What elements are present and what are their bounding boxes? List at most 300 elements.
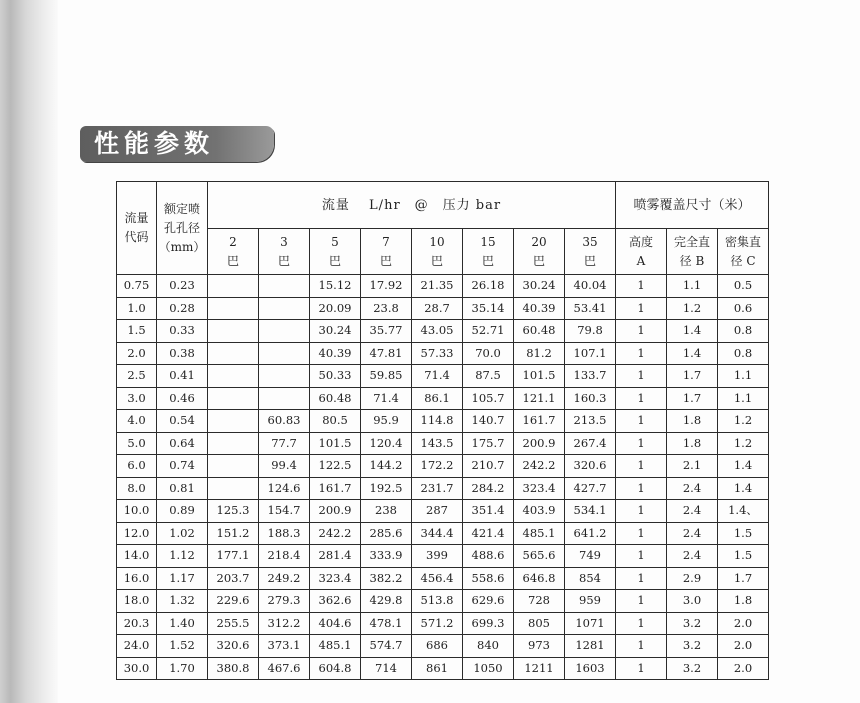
- table-cell: 1603: [565, 657, 616, 680]
- table-cell: 3.0: [667, 590, 718, 613]
- table-cell: 2.1: [667, 455, 718, 478]
- table-cell: 0.28: [157, 297, 208, 320]
- table-cell: [208, 410, 259, 433]
- table-row: [117, 477, 769, 500]
- table-cell: 1050: [463, 657, 514, 680]
- table-cell: 571.2: [412, 612, 463, 635]
- table-cell: 60.48: [310, 387, 361, 410]
- coverage-header-line: 高度: [628, 234, 653, 249]
- table-cell: 1281: [565, 635, 616, 658]
- table-cell: 1.4: [667, 342, 718, 365]
- table-cell: 28.7: [412, 297, 463, 320]
- table-cell: 30.24: [310, 320, 361, 343]
- table-cell: 172.2: [412, 455, 463, 478]
- table-row: [117, 657, 769, 680]
- table-cell: 1.52: [157, 635, 208, 658]
- table-cell: 1.5: [718, 545, 769, 568]
- table-cell: [208, 342, 259, 365]
- table-cell: 2.9: [667, 567, 718, 590]
- pressure-unit: 巴: [481, 253, 494, 268]
- table-cell: 200.9: [310, 500, 361, 523]
- table-cell: 160.3: [565, 387, 616, 410]
- table-row: [117, 612, 769, 635]
- table-row: [117, 275, 769, 298]
- table-cell: 0.8: [718, 342, 769, 365]
- table-cell: 1: [616, 612, 667, 635]
- orifice-header-line2: 孔孔径: [163, 220, 200, 235]
- table-cell: 467.6: [259, 657, 310, 680]
- table-cell: 71.4: [361, 387, 412, 410]
- table-body: [117, 275, 769, 680]
- table-cell: 0.81: [157, 477, 208, 500]
- table-row: [117, 455, 769, 478]
- table-cell: 2.4: [667, 477, 718, 500]
- table-cell: 15.12: [310, 275, 361, 298]
- table-cell: 35.14: [463, 297, 514, 320]
- table-cell: 478.1: [361, 612, 412, 635]
- pressure-value: 3: [280, 234, 288, 249]
- pressure-header-6: [514, 229, 565, 275]
- coverage-header-2: [718, 229, 769, 275]
- table-cell: 77.7: [259, 432, 310, 455]
- table-cell: 699.3: [463, 612, 514, 635]
- table-cell: 154.7: [259, 500, 310, 523]
- table-cell: 513.8: [412, 590, 463, 613]
- table-row: [117, 545, 769, 568]
- orifice-header: [157, 182, 208, 275]
- table-cell: 2.5: [117, 365, 157, 388]
- table-cell: 2.4: [667, 545, 718, 568]
- coverage-header-1: [667, 229, 718, 275]
- table-cell: 382.2: [361, 567, 412, 590]
- pressure-unit: 巴: [328, 253, 341, 268]
- coverage-header-line: A: [636, 253, 646, 268]
- table-cell: 3.2: [667, 635, 718, 658]
- table-cell: 421.4: [463, 522, 514, 545]
- table-row: [117, 635, 769, 658]
- table-cell: 133.7: [565, 365, 616, 388]
- table-cell: 151.2: [208, 522, 259, 545]
- table-cell: [259, 297, 310, 320]
- table-cell: 4.0: [117, 410, 157, 433]
- table-cell: 1: [616, 500, 667, 523]
- table-cell: 105.7: [463, 387, 514, 410]
- table-cell: 1.4、: [718, 500, 769, 523]
- table-row: [117, 590, 769, 613]
- pressure-header-5: [463, 229, 514, 275]
- table-row: [117, 365, 769, 388]
- table-cell: 255.5: [208, 612, 259, 635]
- table-cell: 14.0: [117, 545, 157, 568]
- table-cell: 1.40: [157, 612, 208, 635]
- flow-code-header-line1: 流量: [124, 211, 149, 225]
- table-cell: 728: [514, 590, 565, 613]
- table-cell: 1: [616, 455, 667, 478]
- table-cell: 122.5: [310, 455, 361, 478]
- table-cell: 87.5: [463, 365, 514, 388]
- table-cell: 351.4: [463, 500, 514, 523]
- table-cell: 1.7: [718, 567, 769, 590]
- table-cell: 1: [616, 522, 667, 545]
- table-cell: 403.9: [514, 500, 565, 523]
- table-cell: 192.5: [361, 477, 412, 500]
- table-cell: 70.0: [463, 342, 514, 365]
- section-title-banner: [80, 126, 274, 162]
- table-cell: 121.1: [514, 387, 565, 410]
- table-cell: 488.6: [463, 545, 514, 568]
- table-cell: 1.1: [718, 387, 769, 410]
- table-cell: 1: [616, 432, 667, 455]
- table-cell: 43.05: [412, 320, 463, 343]
- table-cell: 1.2: [718, 432, 769, 455]
- table-cell: 1: [616, 387, 667, 410]
- table-cell: 267.4: [565, 432, 616, 455]
- table-cell: 641.2: [565, 522, 616, 545]
- pressure-value: 2: [229, 234, 237, 249]
- table-cell: 1: [616, 477, 667, 500]
- table-cell: 20.3: [117, 612, 157, 635]
- table-cell: 565.6: [514, 545, 565, 568]
- pressure-value: 5: [331, 234, 339, 249]
- table-row: [117, 567, 769, 590]
- table-cell: 0.6: [718, 297, 769, 320]
- table-cell: 323.4: [514, 477, 565, 500]
- pressure-unit: 巴: [583, 253, 596, 268]
- performance-table: [116, 181, 769, 680]
- table-cell: 5.0: [117, 432, 157, 455]
- table-cell: 218.4: [259, 545, 310, 568]
- table-cell: 0.74: [157, 455, 208, 478]
- table-cell: 1: [616, 320, 667, 343]
- table-cell: 203.7: [208, 567, 259, 590]
- table-cell: 1.5: [117, 320, 157, 343]
- table-cell: 8.0: [117, 477, 157, 500]
- table-cell: [208, 455, 259, 478]
- table-cell: 1: [616, 297, 667, 320]
- coverage-header-line: 径 C: [730, 253, 756, 268]
- pressure-header-4: [412, 229, 463, 275]
- table-cell: 3.2: [667, 612, 718, 635]
- table-cell: [208, 365, 259, 388]
- coverage-header-line: 密集直: [724, 234, 761, 249]
- table-cell: 1.32: [157, 590, 208, 613]
- flow-code-header: [117, 182, 157, 275]
- table-row: [117, 500, 769, 523]
- table-cell: 0.75: [117, 275, 157, 298]
- table-cell: 1.4: [718, 455, 769, 478]
- table-cell: 229.6: [208, 590, 259, 613]
- table-cell: 60.83: [259, 410, 310, 433]
- table-cell: 861: [412, 657, 463, 680]
- table-cell: 40.04: [565, 275, 616, 298]
- table-cell: 1.4: [667, 320, 718, 343]
- table-cell: 1.7: [667, 387, 718, 410]
- table-cell: 380.8: [208, 657, 259, 680]
- table-cell: 1: [616, 657, 667, 680]
- pressure-header-1: [259, 229, 310, 275]
- table-cell: 26.18: [463, 275, 514, 298]
- pressure-header-2: [310, 229, 361, 275]
- table-cell: 242.2: [514, 455, 565, 478]
- table-cell: 279.3: [259, 590, 310, 613]
- table-cell: 1.2: [718, 410, 769, 433]
- table-cell: 281.4: [310, 545, 361, 568]
- table-row: [117, 387, 769, 410]
- table-cell: 12.0: [117, 522, 157, 545]
- table-cell: 231.7: [412, 477, 463, 500]
- table-cell: 344.4: [412, 522, 463, 545]
- table-cell: 1: [616, 365, 667, 388]
- table-row: [117, 432, 769, 455]
- table-row: [117, 410, 769, 433]
- table-cell: 10.0: [117, 500, 157, 523]
- pressure-value: 7: [382, 234, 390, 249]
- table-cell: 1.7: [667, 365, 718, 388]
- section-title: 性能参数: [94, 129, 215, 158]
- table-cell: 574.7: [361, 635, 412, 658]
- table-cell: 362.6: [310, 590, 361, 613]
- table-cell: 534.1: [565, 500, 616, 523]
- table-cell: 0.38: [157, 342, 208, 365]
- table-cell: 558.6: [463, 567, 514, 590]
- table-cell: 101.5: [310, 432, 361, 455]
- table-cell: 399: [412, 545, 463, 568]
- table-cell: 210.7: [463, 455, 514, 478]
- table-cell: 1: [616, 410, 667, 433]
- table-cell: 140.7: [463, 410, 514, 433]
- table-cell: [208, 477, 259, 500]
- table-cell: 95.9: [361, 410, 412, 433]
- pressure-unit: 巴: [430, 253, 443, 268]
- coverage-header-line: 完全直: [673, 234, 710, 249]
- table-cell: [208, 387, 259, 410]
- coverage-group-header: 喷雾覆盖尺寸（米）: [616, 182, 769, 229]
- table-cell: 284.2: [463, 477, 514, 500]
- table-cell: 124.6: [259, 477, 310, 500]
- table-cell: 99.4: [259, 455, 310, 478]
- pressure-unit: 巴: [379, 253, 392, 268]
- pressure-value: 15: [480, 234, 496, 249]
- table-cell: 6.0: [117, 455, 157, 478]
- table-cell: 3.2: [667, 657, 718, 680]
- table-cell: 35.77: [361, 320, 412, 343]
- table-cell: 629.6: [463, 590, 514, 613]
- table-cell: 125.3: [208, 500, 259, 523]
- table-cell: 161.7: [310, 477, 361, 500]
- table-cell: 604.8: [310, 657, 361, 680]
- table-cell: 1: [616, 275, 667, 298]
- table-cell: 3.0: [117, 387, 157, 410]
- table-cell: 60.48: [514, 320, 565, 343]
- table-cell: [208, 275, 259, 298]
- table-cell: [259, 387, 310, 410]
- table-cell: 17.92: [361, 275, 412, 298]
- table-cell: 120.4: [361, 432, 412, 455]
- table-cell: 47.81: [361, 342, 412, 365]
- pressure-unit: 巴: [277, 253, 290, 268]
- table-cell: 80.5: [310, 410, 361, 433]
- table-cell: 840: [463, 635, 514, 658]
- table-row: [117, 320, 769, 343]
- table-cell: 18.0: [117, 590, 157, 613]
- sub-header-row: [117, 229, 769, 275]
- table-cell: 0.54: [157, 410, 208, 433]
- table-cell: 714: [361, 657, 412, 680]
- table-cell: 1: [616, 567, 667, 590]
- coverage-header-0: [616, 229, 667, 275]
- table-cell: 1211: [514, 657, 565, 680]
- table-cell: 1.8: [667, 432, 718, 455]
- table-cell: 177.1: [208, 545, 259, 568]
- table-cell: 749: [565, 545, 616, 568]
- table-cell: 646.8: [514, 567, 565, 590]
- table-cell: 2.0: [718, 657, 769, 680]
- table-cell: 2.0: [718, 612, 769, 635]
- table-cell: 854: [565, 567, 616, 590]
- table-cell: 1.1: [667, 275, 718, 298]
- table-cell: 1.0: [117, 297, 157, 320]
- table-cell: 404.6: [310, 612, 361, 635]
- flow-group-header: 流量 L/hr @ 压力 bar: [208, 182, 616, 229]
- table-cell: 456.4: [412, 567, 463, 590]
- table-cell: 312.2: [259, 612, 310, 635]
- table-cell: 1.17: [157, 567, 208, 590]
- table-cell: 0.8: [718, 320, 769, 343]
- table-cell: 1: [616, 342, 667, 365]
- table-cell: 40.39: [310, 342, 361, 365]
- table-cell: 238: [361, 500, 412, 523]
- table-cell: 323.4: [310, 567, 361, 590]
- table-cell: 50.33: [310, 365, 361, 388]
- table-cell: 101.5: [514, 365, 565, 388]
- table-cell: 0.41: [157, 365, 208, 388]
- table-cell: 1.8: [667, 410, 718, 433]
- table-cell: 81.2: [514, 342, 565, 365]
- table-cell: 40.39: [514, 297, 565, 320]
- table-cell: 0.23: [157, 275, 208, 298]
- table-cell: 143.5: [412, 432, 463, 455]
- table-cell: 1.4: [718, 477, 769, 500]
- table-cell: 320.6: [565, 455, 616, 478]
- orifice-header-line3: （mm）: [158, 239, 206, 254]
- pressure-value: 20: [531, 234, 547, 249]
- pressure-value: 35: [582, 234, 598, 249]
- table-cell: 21.35: [412, 275, 463, 298]
- table-cell: 0.64: [157, 432, 208, 455]
- table-cell: 1.2: [667, 297, 718, 320]
- table-cell: 24.0: [117, 635, 157, 658]
- table-cell: 30.0: [117, 657, 157, 680]
- table-cell: [259, 342, 310, 365]
- table-cell: [208, 297, 259, 320]
- table-cell: 0.5: [718, 275, 769, 298]
- table-cell: 1: [616, 635, 667, 658]
- table-cell: 57.33: [412, 342, 463, 365]
- table-cell: 1.70: [157, 657, 208, 680]
- table-cell: 959: [565, 590, 616, 613]
- table-row: [117, 342, 769, 365]
- pressure-header-3: [361, 229, 412, 275]
- table-cell: 16.0: [117, 567, 157, 590]
- table-cell: 175.7: [463, 432, 514, 455]
- table-cell: 973: [514, 635, 565, 658]
- table-cell: [208, 432, 259, 455]
- table-cell: 373.1: [259, 635, 310, 658]
- pressure-unit: 巴: [226, 253, 239, 268]
- table-cell: 161.7: [514, 410, 565, 433]
- table-cell: 59.85: [361, 365, 412, 388]
- coverage-header-line: 径 B: [679, 253, 705, 268]
- pressure-header-0: [208, 229, 259, 275]
- table-cell: 79.8: [565, 320, 616, 343]
- table-cell: [259, 275, 310, 298]
- table-cell: 2.0: [117, 342, 157, 365]
- table-cell: 686: [412, 635, 463, 658]
- table-row: [117, 522, 769, 545]
- pressure-header-7: [565, 229, 616, 275]
- table-cell: 285.6: [361, 522, 412, 545]
- table-cell: 200.9: [514, 432, 565, 455]
- table-cell: 0.46: [157, 387, 208, 410]
- table-cell: 1: [616, 545, 667, 568]
- table-row: [117, 297, 769, 320]
- table-cell: 1.02: [157, 522, 208, 545]
- table-cell: 0.33: [157, 320, 208, 343]
- table-cell: 114.8: [412, 410, 463, 433]
- table-cell: [208, 320, 259, 343]
- orifice-header-line1: 额定喷: [163, 201, 200, 216]
- table-cell: 71.4: [412, 365, 463, 388]
- table-cell: 1.8: [718, 590, 769, 613]
- table-cell: 23.8: [361, 297, 412, 320]
- table-cell: 53.41: [565, 297, 616, 320]
- table-cell: 485.1: [514, 522, 565, 545]
- table-cell: 429.8: [361, 590, 412, 613]
- table-cell: 144.2: [361, 455, 412, 478]
- table-cell: [259, 320, 310, 343]
- table-cell: 1.5: [718, 522, 769, 545]
- table-cell: [259, 365, 310, 388]
- table-cell: 320.6: [208, 635, 259, 658]
- table-cell: 20.09: [310, 297, 361, 320]
- table-cell: 52.71: [463, 320, 514, 343]
- table-cell: 2.4: [667, 522, 718, 545]
- table-cell: 805: [514, 612, 565, 635]
- table-cell: 0.89: [157, 500, 208, 523]
- table-cell: 1: [616, 590, 667, 613]
- table-cell: 427.7: [565, 477, 616, 500]
- table-cell: 2.4: [667, 500, 718, 523]
- table-cell: 30.24: [514, 275, 565, 298]
- table-cell: 2.0: [718, 635, 769, 658]
- table-cell: 249.2: [259, 567, 310, 590]
- table-cell: 1071: [565, 612, 616, 635]
- table-cell: 1.1: [718, 365, 769, 388]
- table-cell: 242.2: [310, 522, 361, 545]
- book-gutter-shadow: [0, 0, 58, 703]
- table-cell: 86.1: [412, 387, 463, 410]
- table-cell: 333.9: [361, 545, 412, 568]
- table-cell: 188.3: [259, 522, 310, 545]
- table-cell: 1.12: [157, 545, 208, 568]
- flow-code-header-line2: 代码: [124, 230, 149, 244]
- table-cell: 107.1: [565, 342, 616, 365]
- table-cell: 485.1: [310, 635, 361, 658]
- table-cell: 287: [412, 500, 463, 523]
- pressure-unit: 巴: [532, 253, 545, 268]
- table-cell: 213.5: [565, 410, 616, 433]
- pressure-value: 10: [429, 234, 445, 249]
